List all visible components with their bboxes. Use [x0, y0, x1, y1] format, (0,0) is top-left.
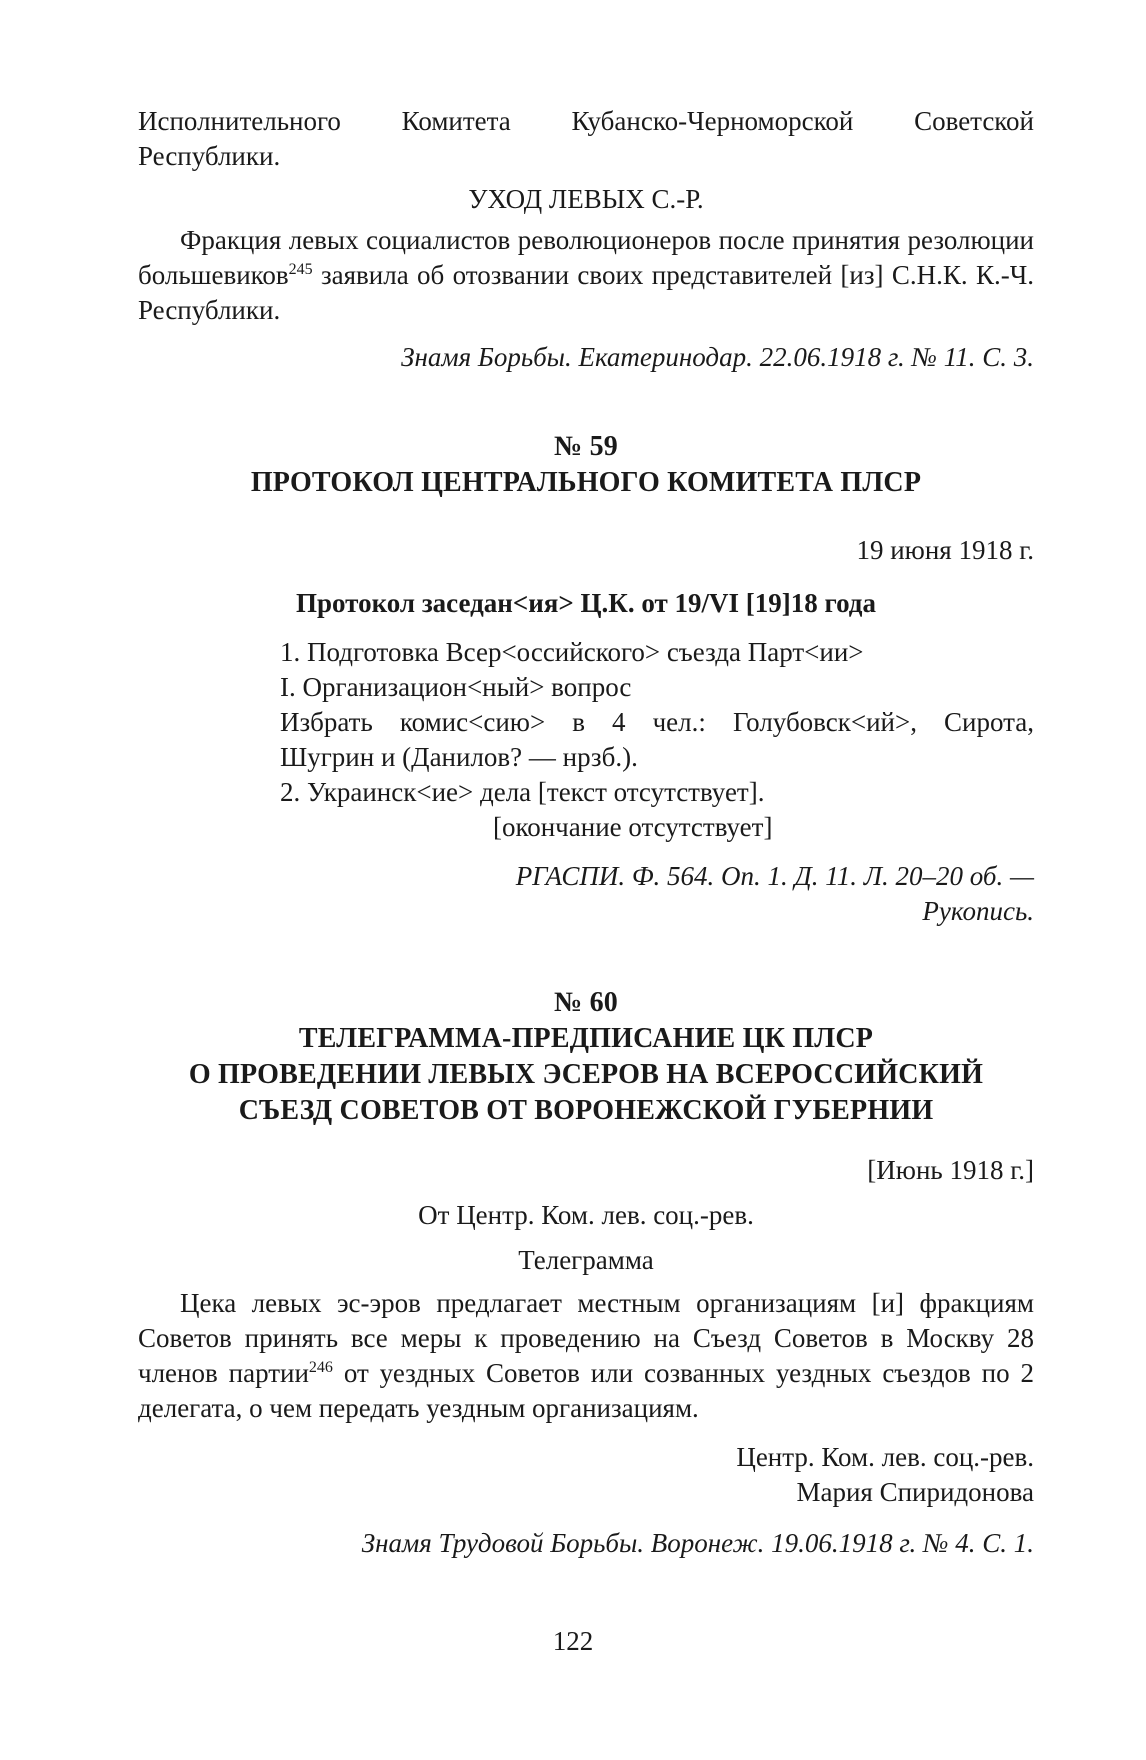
page-number: 122: [552, 1626, 594, 1656]
protocol-line: I. Организацион<ный> вопрос: [280, 672, 632, 702]
document-date: 19 июня 1918 г.: [856, 535, 1034, 565]
protocol-line: 2. Украинск<ие> дела [текст отсутствует].: [280, 777, 765, 807]
document-60: [138, 985, 1034, 1561]
protocol-line: 1. Подготовка Всер<оссийского> съезда Парт<ии>: [280, 637, 864, 667]
protocol-ending: [окончание отсутствует]: [493, 812, 773, 842]
protocol-line: Шугрин и (Данилов? — нрзб.).: [280, 742, 638, 772]
document-title-line-2: О ПРОВЕДЕНИИ ЛЕВЫХ ЭСЕРОВ НА ВСЕРОССИЙСКИЙ: [188, 1059, 984, 1090]
signature-line-2: Мария Спиридонова: [796, 1477, 1034, 1507]
archive-source-line-1: РГАСПИ. Ф. 564. Оп. 1. Д. 11. Л. 20–20 об. —: [515, 861, 1034, 891]
continuation-line-2: Республики.: [138, 141, 281, 171]
telegram-text: [138, 1286, 1034, 1426]
source-citation: Знамя Борьбы. Екатеринодар. 22.06.1918 г. № 11. С. 3.: [401, 342, 1034, 372]
signature-line-1: Центр. Ком. лев. соц.-рев.: [736, 1442, 1034, 1472]
section-subhead: УХОД ЛЕВЫХ С.-Р.: [468, 184, 704, 214]
document-number: № 60: [554, 987, 618, 1018]
source-citation: Знамя Трудовой Борьбы. Воронеж. 19.06.1918 г. № 4. С. 1.: [361, 1528, 1034, 1558]
document-59: [138, 429, 1034, 929]
protocol-line: Избрать комис<сию> в 4 чел.: Голубовск<ий>, Сирота,: [280, 707, 1034, 737]
telegram-text-part-2: от уездных Советов или созванных уездных съездов по 2 делегата, о чем передать уездным организациям.: [138, 1358, 1035, 1423]
footnote-marker-246[interactable]: 246: [308, 1359, 333, 1376]
paragraph-text-part-1: Фракция левых социалистов революционеров после принятия резолюции большевиков: [138, 225, 1034, 290]
page-content: [138, 104, 1034, 1561]
archive-source-line-2: Рукопись.: [922, 896, 1034, 926]
document-title: ПРОТОКОЛ ЦЕНТРАЛЬНОГО КОМИТЕТА ПЛСР: [250, 467, 922, 498]
telegram-sender: От Центр. Ком. лев. соц.-рев.: [418, 1200, 754, 1230]
protocol-subtitle: Протокол заседан<ия> Ц.К. от 19/VI [19]18 года: [296, 588, 876, 618]
telegram-label: Телеграмма: [518, 1245, 654, 1275]
document-title-line-1: ТЕЛЕГРАММА-ПРЕДПИСАНИЕ ЦК ПЛСР: [298, 1023, 874, 1054]
continuation-line-1: Исполнительного Комитета Кубанско-Черноморской Советской: [138, 106, 1034, 136]
telegram-text-part-1: Цека левых эс-эров предлагает местным организациям [и] фракциям Советов принять все меры к проведению на Съезд Советов в Москву 28 членов партии: [138, 1288, 1034, 1388]
paragraph-text-part-2: заявила об отозвании своих представителей [из] С.Н.К. К.-Ч. Республики.: [138, 260, 1034, 325]
footnote-marker-245[interactable]: 245: [288, 261, 313, 278]
document-date: [Июнь 1918 г.]: [867, 1155, 1034, 1185]
document-title-line-3: СЪЕЗД СОВЕТОВ ОТ ВОРОНЕЖСКОЙ ГУБЕРНИИ: [238, 1095, 934, 1126]
document-number: № 59: [554, 431, 618, 462]
section-paragraph: [138, 223, 1034, 328]
protocol-body: [138, 635, 1034, 845]
